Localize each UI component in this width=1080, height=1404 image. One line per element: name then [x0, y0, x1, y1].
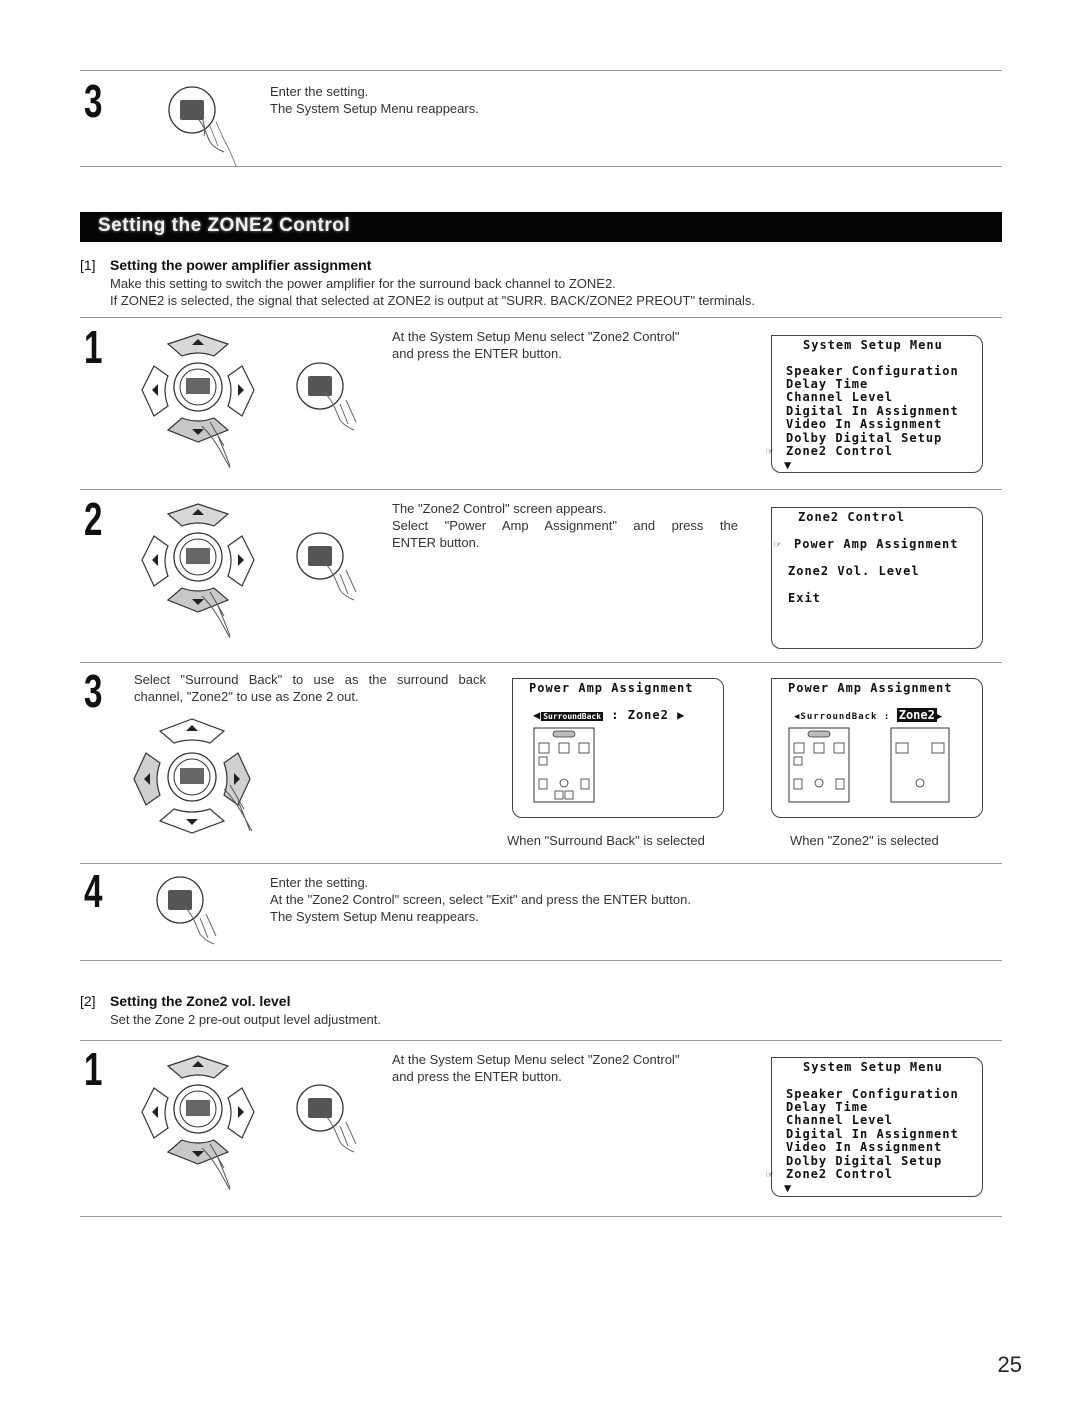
remote-cursor-pad-icon — [130, 715, 280, 865]
osd-item: Channel Level — [786, 1113, 893, 1127]
enter-button-icon — [290, 360, 380, 450]
step-line: Enter the setting. — [270, 84, 369, 99]
osd-option-row — [794, 709, 943, 725]
step-text — [134, 671, 486, 705]
speaker-layout-icon — [533, 727, 595, 803]
desc-line: If ZONE2 is selected, the signal that selected at ZONE2 is output at "SURR. BACK/ZONE2 PREOUT" terminals. — [110, 293, 756, 308]
enter-button-icon — [150, 874, 240, 964]
divider — [80, 1216, 1002, 1217]
osd-power-amp-surround-back — [512, 678, 724, 818]
step-line: At the System Setup Menu select "Zone2 Control" — [392, 329, 680, 344]
speaker-layout-main-icon — [788, 727, 850, 803]
osd-item: Exit — [788, 591, 821, 605]
osd-separator: : — [611, 708, 620, 722]
osd-item-selected: Zone2 Control — [786, 444, 893, 458]
section-title: Setting the Zone2 vol. level — [110, 993, 291, 1009]
osd-option-selected: Zone2 — [898, 708, 935, 722]
osd-option-selected: SurroundBack — [543, 712, 602, 721]
remote-cursor-pad-icon — [140, 330, 280, 480]
osd-item: Zone2 Vol. Level — [788, 564, 920, 578]
section-heading — [80, 993, 290, 1009]
osd-power-amp-zone2 — [771, 678, 983, 818]
osd-item: Dolby Digital Setup — [786, 431, 943, 445]
osd-title: System Setup Menu — [803, 338, 943, 352]
enter-button-icon — [290, 1082, 380, 1172]
divider — [80, 70, 1002, 71]
right-arrow-icon: ▶ — [677, 708, 686, 722]
osd-option: Zone2 — [627, 708, 669, 722]
step-text — [392, 500, 738, 551]
screen-caption: When "Surround Back" is selected — [507, 833, 705, 848]
step-line: and press the ENTER button. — [392, 346, 562, 361]
step-text — [270, 874, 691, 925]
divider — [80, 662, 1002, 663]
divider — [80, 166, 1002, 167]
divider — [80, 1040, 1002, 1041]
osd-item: Channel Level — [786, 390, 893, 404]
step-number: 4 — [84, 865, 103, 917]
right-arrow-icon: ▶ — [936, 712, 944, 722]
section-banner — [80, 212, 1002, 242]
pointer-hand-icon: ☞ — [774, 537, 783, 551]
osd-title: Zone2 Control — [798, 510, 905, 524]
osd-item: Digital In Assignment — [786, 1127, 959, 1141]
osd-title: System Setup Menu — [803, 1060, 943, 1074]
screen-caption: When "Zone2" is selected — [790, 833, 939, 848]
step-line: Select "Power Amp Assignment" and press the — [392, 518, 738, 533]
section-number: [2] — [80, 993, 96, 1009]
section-title: Setting the power amplifier assignment — [110, 257, 372, 273]
speaker-layout-zone2-icon — [890, 727, 950, 803]
left-arrow-icon: ◀ — [533, 708, 542, 722]
desc-line: Make this setting to switch the power amplifier for the surround back channel to ZONE2. — [110, 276, 616, 291]
osd-zone2-control — [771, 507, 983, 649]
osd-item: Delay Time — [786, 1100, 869, 1114]
osd-system-setup-menu — [766, 1057, 983, 1197]
section-description — [110, 275, 755, 309]
osd-item: Delay Time — [786, 377, 869, 391]
step-number: 2 — [84, 493, 103, 545]
step-line: The System Setup Menu reappears. — [270, 101, 479, 116]
osd-item: Dolby Digital Setup — [786, 1154, 943, 1168]
osd-separator: : — [883, 712, 891, 722]
section-number: [1] — [80, 257, 96, 273]
divider — [80, 960, 1002, 961]
osd-item: Speaker Configuration — [786, 364, 959, 378]
remote-cursor-pad-icon — [140, 500, 280, 650]
osd-title: Power Amp Assignment — [529, 681, 694, 695]
enter-button-icon — [160, 82, 240, 172]
section-description: Set the Zone 2 pre-out output level adjustment. — [110, 1012, 382, 1027]
osd-option: SurroundBack — [800, 712, 878, 722]
step-number: 1 — [84, 1043, 103, 1095]
divider — [80, 489, 1002, 490]
step-line: Select "Surround Back" to use as the surround back — [134, 672, 486, 687]
step-line: Enter the setting. — [270, 875, 369, 890]
divider — [80, 863, 1002, 864]
pointer-hand-icon: ☞ — [766, 1167, 775, 1181]
osd-item: Speaker Configuration — [786, 1087, 959, 1101]
page-number: 25 — [997, 1352, 1022, 1377]
pointer-hand-icon: ☞ — [766, 444, 775, 458]
step-line: and press the ENTER button. — [392, 1069, 562, 1084]
osd-item: Video In Assignment — [786, 1140, 943, 1154]
scroll-down-icon: ▼ — [784, 458, 793, 472]
step-text — [392, 1051, 738, 1085]
step-text — [392, 328, 738, 362]
scroll-down-icon: ▼ — [784, 1181, 793, 1195]
osd-item: Digital In Assignment — [786, 404, 959, 418]
step-line: At the System Setup Menu select "Zone2 Control" — [392, 1052, 680, 1067]
section-heading — [80, 257, 371, 273]
divider — [80, 317, 1002, 318]
step-number: 3 — [84, 75, 103, 127]
step-text — [270, 83, 479, 117]
osd-item: Video In Assignment — [786, 417, 943, 431]
osd-system-setup-menu — [766, 335, 983, 473]
left-arrow-icon: ◀ — [794, 712, 801, 722]
step-number: 1 — [84, 321, 103, 373]
osd-title: Power Amp Assignment — [788, 681, 953, 695]
step-line: At the "Zone2 Control" screen, select "Exit" and press the ENTER button. — [270, 892, 691, 907]
step-line: ENTER button. — [392, 535, 480, 550]
osd-option-row — [533, 709, 685, 724]
enter-button-icon — [290, 530, 380, 620]
step-line: The "Zone2 Control" screen appears. — [392, 501, 607, 516]
step-line: The System Setup Menu reappears. — [270, 909, 479, 924]
osd-item-selected: Zone2 Control — [786, 1167, 893, 1181]
banner-title: Setting the ZONE2 Control — [98, 215, 351, 236]
step-line: channel, "Zone2" to use as Zone 2 out. — [134, 689, 359, 704]
remote-cursor-pad-icon — [140, 1052, 280, 1202]
osd-item-selected: Power Amp Assignment — [794, 537, 959, 551]
step-number: 3 — [84, 665, 103, 717]
